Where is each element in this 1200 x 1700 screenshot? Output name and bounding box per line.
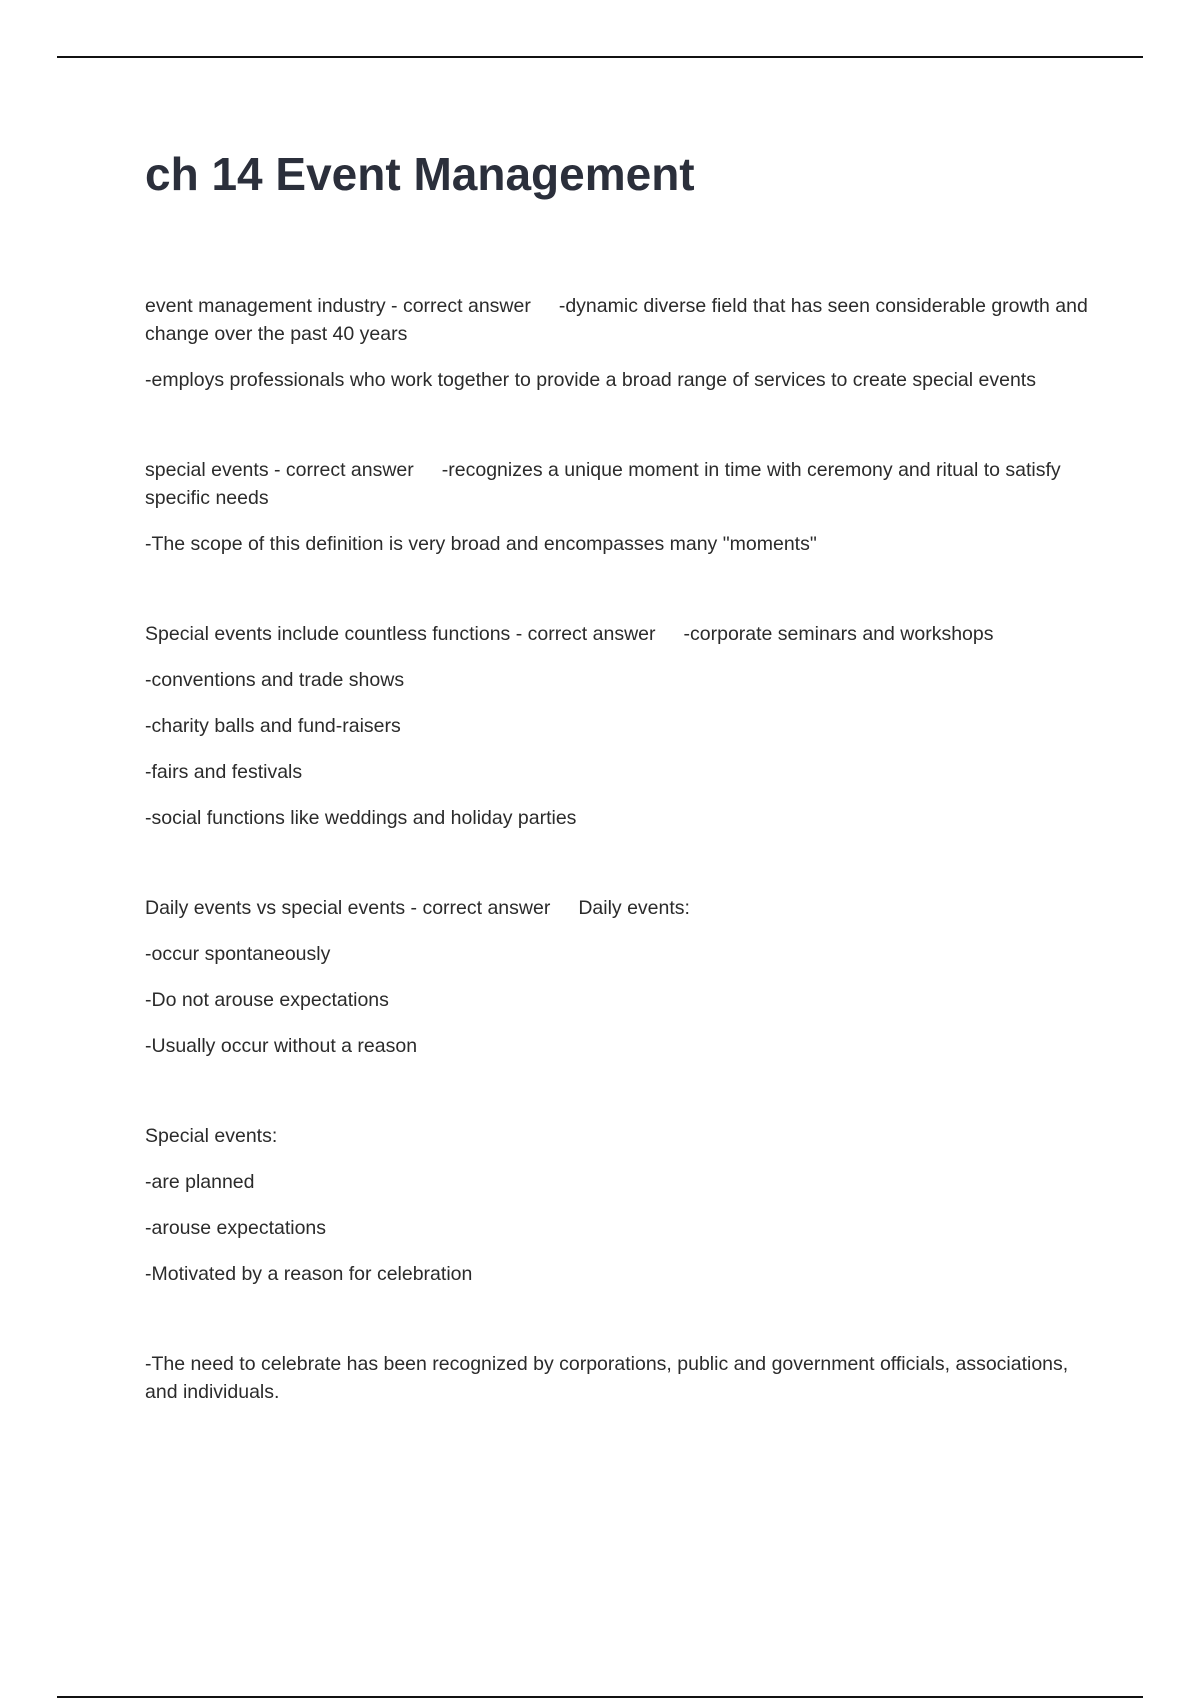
card-answer-line: Daily events: — [578, 897, 690, 919]
card-answer-line: -conventions and trade shows — [145, 669, 405, 691]
card-term: special events - correct answer — [145, 459, 414, 481]
bottom-rule — [57, 1696, 1143, 1698]
card-answer-line: -Usually occur without a reason — [145, 1035, 418, 1057]
card-term: Daily events vs special events - correct answer — [145, 897, 551, 919]
card-term: Special events include countless functions - correct answer — [145, 623, 656, 645]
top-rule — [57, 56, 1143, 58]
card-term-line — [145, 456, 1090, 512]
card-answer-line: -arouse expectations — [145, 1217, 327, 1239]
card-answer-line: -employs professionals who work together to provide a broad range of services to create special events — [145, 369, 1036, 391]
continuation-special-events — [145, 1122, 1090, 1288]
card-answer-line: -fairs and festivals — [145, 761, 303, 783]
card-term-line — [145, 292, 1090, 348]
card-answer-line: Special events: — [145, 1125, 278, 1147]
card-answer-line: -social functions like weddings and holiday parties — [145, 807, 577, 829]
card-answer-line: -charity balls and fund-raisers — [145, 715, 401, 737]
card-answer-line: -are planned — [145, 1171, 255, 1193]
card-answer-line: -occur spontaneously — [145, 943, 331, 965]
card-answer-line: -The scope of this definition is very broad and encompasses many "moments" — [145, 533, 817, 555]
page-title: ch 14 Event Management — [145, 148, 695, 200]
card-term: event management industry - correct answer — [145, 295, 531, 317]
card-special-events — [145, 456, 1090, 558]
continuation-celebrate — [145, 1350, 1090, 1406]
card-event-management-industry — [145, 292, 1090, 394]
card-answer-line: -corporate seminars and workshops — [683, 623, 994, 645]
card-answer-line: -Do not arouse expectations — [145, 989, 389, 1011]
card-special-events-functions — [145, 620, 1090, 832]
card-answer-line: -dynamic diverse field that has seen considerable growth and change over the past 40 years — [145, 295, 1088, 345]
card-term-line — [145, 620, 1090, 648]
card-answer-line: -Motivated by a reason for celebration — [145, 1263, 473, 1285]
card-daily-vs-special — [145, 894, 1090, 1060]
card-answer-line: -The need to celebrate has been recognized by corporations, public and government officials, associations, and individuals. — [145, 1353, 1069, 1403]
card-answer-line: -recognizes a unique moment in time with ceremony and ritual to satisfy specific needs — [145, 459, 1061, 509]
document-body — [145, 292, 1090, 1424]
card-term-line — [145, 894, 1090, 922]
